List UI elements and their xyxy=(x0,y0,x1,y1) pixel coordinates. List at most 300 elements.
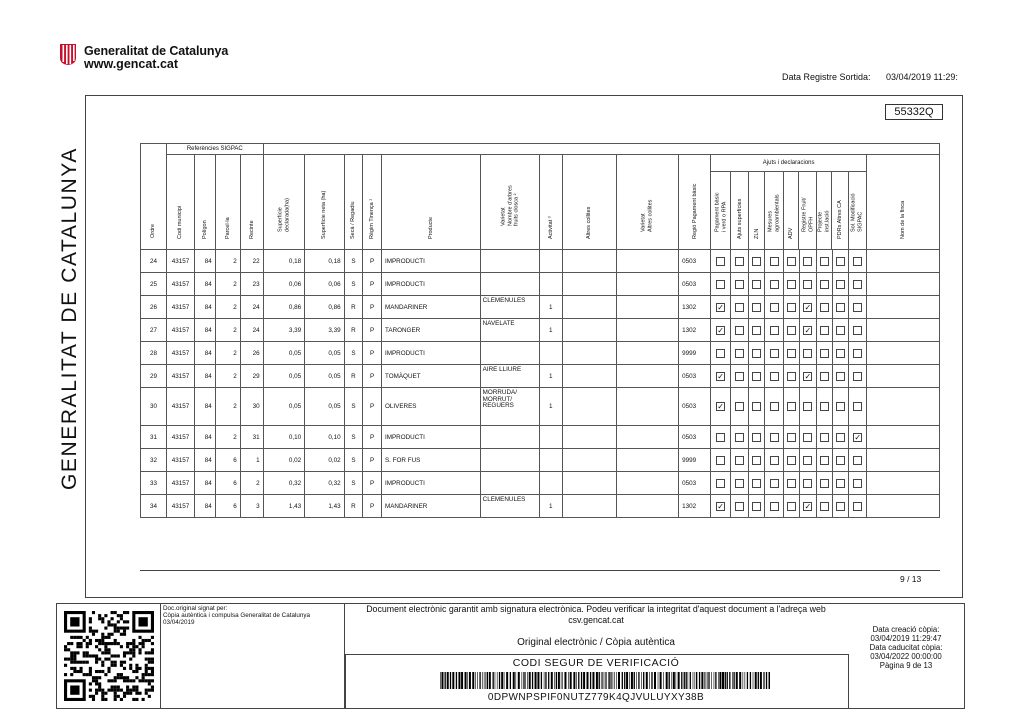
cell-check xyxy=(748,365,765,388)
checkbox[interactable] xyxy=(752,257,761,266)
checkbox[interactable] xyxy=(735,326,744,335)
cell-check xyxy=(817,273,833,296)
col-varietat: Varietat Nombre d'arbres fruits closca ² xyxy=(480,155,539,250)
col-producte: Producte xyxy=(381,155,480,250)
cell-municipi: 43157 xyxy=(166,342,194,365)
cell-check xyxy=(783,273,799,296)
cell-producte: MANDARINER xyxy=(381,495,480,518)
cell-sup-neta: 3,39 xyxy=(305,319,344,342)
cell-recinte: 23 xyxy=(240,273,263,296)
cell-regio: 1302 xyxy=(679,296,711,319)
cell-check xyxy=(832,388,849,426)
col-sol-modif: Sol. Modificació SIGPAC xyxy=(848,172,866,249)
table-row xyxy=(141,273,940,296)
cell-finca xyxy=(867,365,940,388)
cell-activitat xyxy=(539,273,562,296)
cell-check xyxy=(731,388,749,426)
cell-regim: P xyxy=(363,388,382,426)
cell-altres-collites xyxy=(562,273,616,296)
cell-parcela: 2 xyxy=(215,365,240,388)
checkbox[interactable] xyxy=(716,280,725,289)
cell-varietat-altres xyxy=(616,365,678,388)
checkbox[interactable] xyxy=(820,456,829,465)
cell-municipi: 43157 xyxy=(166,495,194,518)
cell-check xyxy=(765,365,784,388)
cell-producte: TOMÀQUET xyxy=(381,365,480,388)
cell-check xyxy=(849,342,867,365)
cell-check xyxy=(799,472,817,495)
cell-check xyxy=(817,365,833,388)
expiry-date-label: Data caducitat còpia: xyxy=(869,643,943,652)
cell-finca xyxy=(867,273,940,296)
checkbox[interactable] xyxy=(853,349,862,358)
checkbox[interactable] xyxy=(803,349,812,358)
cell-regim: P xyxy=(363,273,382,296)
cell-check xyxy=(832,273,849,296)
cell-sup-neta: 0,02 xyxy=(305,449,344,472)
cell-seca: S xyxy=(344,449,363,472)
cell-check xyxy=(783,426,799,449)
cell-varietat-altres xyxy=(616,495,678,518)
cell-sup-declarada: 1,43 xyxy=(263,495,305,518)
cell-activitat xyxy=(539,472,562,495)
cell-finca xyxy=(867,250,940,273)
checkbox[interactable] xyxy=(820,402,829,411)
cell-check xyxy=(849,472,867,495)
checkbox[interactable] xyxy=(770,326,779,335)
cell-municipi: 43157 xyxy=(166,250,194,273)
cell-seca: R xyxy=(344,319,363,342)
cell-activitat xyxy=(539,426,562,449)
checkbox[interactable] xyxy=(716,456,725,465)
cell-check xyxy=(832,495,849,518)
cell-check xyxy=(832,426,849,449)
cell-seca: S xyxy=(344,342,363,365)
cell-parcela: 2 xyxy=(215,426,240,449)
page-number: 9 / 13 xyxy=(900,574,922,584)
col-parcela: Parcel·la xyxy=(215,155,240,250)
cell-finca xyxy=(867,449,940,472)
checkbox[interactable] xyxy=(770,402,779,411)
cell-varietat xyxy=(480,449,539,472)
col-adv: ADV xyxy=(783,172,798,249)
cell-check xyxy=(748,273,765,296)
checkbox[interactable] xyxy=(735,257,744,266)
cell-municipi: 43157 xyxy=(166,319,194,342)
cell-regio: 9999 xyxy=(679,449,711,472)
cell-altres-collites xyxy=(562,296,616,319)
cell-recinte: 3 xyxy=(240,495,263,518)
checkbox[interactable] xyxy=(836,303,845,312)
group-ajuts: Ajuts i declaracions xyxy=(711,155,866,172)
checkbox[interactable] xyxy=(836,372,845,381)
cell-parcela: 6 xyxy=(215,495,240,518)
checkbox[interactable] xyxy=(787,456,796,465)
cell-check xyxy=(711,472,731,495)
cell-varietat xyxy=(480,472,539,495)
checkbox[interactable] xyxy=(803,402,812,411)
checkbox[interactable] xyxy=(836,433,845,442)
checkbox[interactable] xyxy=(836,402,845,411)
cell-varietat-altres xyxy=(616,426,678,449)
cell-ordre: 27 xyxy=(141,319,167,342)
cell-check xyxy=(783,388,799,426)
cell-check xyxy=(832,319,849,342)
cell-sup-neta: 0,06 xyxy=(305,273,344,296)
checkbox[interactable] xyxy=(803,456,812,465)
cell-check xyxy=(783,319,799,342)
checkbox[interactable] xyxy=(820,280,829,289)
col-ordre: Ordre xyxy=(141,144,167,250)
checkbox[interactable] xyxy=(787,303,796,312)
qr-code-icon xyxy=(64,611,154,701)
cell-check xyxy=(832,250,849,273)
col-zln: ZLN xyxy=(748,172,765,249)
cell-regim: P xyxy=(363,495,382,518)
checkbox[interactable] xyxy=(820,349,829,358)
checkbox[interactable] xyxy=(752,280,761,289)
cell-check xyxy=(849,296,867,319)
checkbox[interactable] xyxy=(770,280,779,289)
checkbox[interactable] xyxy=(803,479,812,488)
cell-varietat xyxy=(480,273,539,296)
table-row xyxy=(141,342,940,365)
checkbox[interactable] xyxy=(752,502,761,511)
cell-check xyxy=(765,388,784,426)
checkbox[interactable] xyxy=(836,349,845,358)
checkbox[interactable] xyxy=(820,326,829,335)
checkbox[interactable] xyxy=(770,303,779,312)
checkbox[interactable] xyxy=(787,372,796,381)
cell-check xyxy=(799,296,817,319)
cell-check xyxy=(783,365,799,388)
cell-varietat xyxy=(480,250,539,273)
cell-producte: OLIVERES xyxy=(381,388,480,426)
checkbox[interactable] xyxy=(735,372,744,381)
checkbox[interactable] xyxy=(820,257,829,266)
checkbox[interactable] xyxy=(853,303,862,312)
checkbox[interactable]: ✓ xyxy=(717,402,724,411)
cell-varietat: AIRE LLIURE xyxy=(480,365,539,388)
checkbox[interactable] xyxy=(787,326,796,335)
table-row xyxy=(141,495,940,518)
cell-regim: P xyxy=(363,449,382,472)
checkbox[interactable] xyxy=(735,349,744,358)
col-finca: Nom de la finca xyxy=(867,155,940,250)
cell-check xyxy=(799,319,817,342)
cell-municipi: 43157 xyxy=(166,273,194,296)
checkbox[interactable] xyxy=(752,372,761,381)
cell-check xyxy=(849,449,867,472)
cell-check xyxy=(849,250,867,273)
checkbox[interactable] xyxy=(735,280,744,289)
cell-sup-declarada: 0,18 xyxy=(263,250,305,273)
cell-check xyxy=(849,426,867,449)
cell-poligon: 84 xyxy=(195,495,216,518)
cell-check xyxy=(711,250,731,273)
checkbox[interactable] xyxy=(735,479,744,488)
cell-seca: S xyxy=(344,426,363,449)
checkbox[interactable]: ✓ xyxy=(854,432,862,442)
cell-recinte: 22 xyxy=(240,250,263,273)
checkbox[interactable] xyxy=(853,326,862,335)
checkbox[interactable]: ✓ xyxy=(717,501,724,511)
cell-recinte: 29 xyxy=(240,365,263,388)
checkbox[interactable] xyxy=(787,433,796,442)
checkbox[interactable] xyxy=(752,402,761,411)
cell-check xyxy=(765,273,784,296)
checkbox[interactable] xyxy=(853,479,862,488)
cell-sup-neta: 0,05 xyxy=(305,388,344,426)
checkbox[interactable] xyxy=(820,479,829,488)
cell-activitat: 1 xyxy=(539,319,562,342)
cell-finca xyxy=(867,296,940,319)
checkbox[interactable] xyxy=(752,433,761,442)
checkbox[interactable] xyxy=(820,502,829,511)
checkbox[interactable] xyxy=(770,456,779,465)
cell-check xyxy=(817,472,833,495)
checkbox[interactable] xyxy=(735,433,744,442)
verification-url: csv.gencat.cat xyxy=(568,615,624,625)
checkbox[interactable] xyxy=(752,479,761,488)
checkbox[interactable] xyxy=(820,372,829,381)
checkbox[interactable] xyxy=(820,303,829,312)
table-row xyxy=(141,365,940,388)
cell-check xyxy=(765,250,784,273)
side-vertical-title: GENERALITAT DE CATALUNYA xyxy=(58,147,81,490)
checkbox[interactable] xyxy=(787,257,796,266)
checkbox[interactable] xyxy=(787,402,796,411)
checkbox[interactable] xyxy=(803,280,812,289)
cell-sup-declarada: 0,05 xyxy=(263,365,305,388)
cell-check xyxy=(711,342,731,365)
cell-seca: S xyxy=(344,472,363,495)
checkbox[interactable] xyxy=(836,326,845,335)
cell-altres-collites xyxy=(562,449,616,472)
cell-altres-collites xyxy=(562,250,616,273)
checkbox[interactable] xyxy=(770,257,779,266)
cell-check xyxy=(783,495,799,518)
cell-varietat-altres xyxy=(616,388,678,426)
cell-check xyxy=(849,319,867,342)
checkbox[interactable] xyxy=(803,433,812,442)
cell-check xyxy=(817,342,833,365)
signer-box xyxy=(160,604,345,708)
cell-poligon: 84 xyxy=(195,426,216,449)
cell-recinte: 31 xyxy=(240,426,263,449)
checkbox[interactable] xyxy=(820,433,829,442)
cell-recinte: 1 xyxy=(240,449,263,472)
register-date-label: Data Registre Sortida: xyxy=(782,72,871,82)
cell-producte: IMPRODUCTI xyxy=(381,250,480,273)
cell-seca: R xyxy=(344,296,363,319)
cell-activitat xyxy=(539,342,562,365)
checkbox[interactable] xyxy=(735,303,744,312)
cell-regio: 9999 xyxy=(679,342,711,365)
checkbox[interactable]: ✓ xyxy=(804,325,812,335)
cell-varietat-altres xyxy=(616,319,678,342)
cell-check xyxy=(783,250,799,273)
cell-sup-neta: 0,05 xyxy=(305,365,344,388)
checkbox[interactable]: ✓ xyxy=(804,371,812,381)
cell-seca: S xyxy=(344,273,363,296)
org-url: www.gencat.cat xyxy=(84,57,179,71)
cell-poligon: 84 xyxy=(195,250,216,273)
checkbox[interactable] xyxy=(735,402,744,411)
checkbox[interactable] xyxy=(803,257,812,266)
cell-finca xyxy=(867,495,940,518)
cell-regio: 0503 xyxy=(679,250,711,273)
col-sup-declarada: Superfície declarada(ha) xyxy=(263,155,305,250)
cell-varietat-altres xyxy=(616,273,678,296)
col-regim: Règim Tinença ¹ xyxy=(363,155,382,250)
cell-check xyxy=(765,342,784,365)
cell-check xyxy=(832,365,849,388)
csv-title: CODI SEGUR DE VERIFICACIÓ xyxy=(512,657,680,669)
cell-check xyxy=(731,342,749,365)
col-reg-fruit: Registre Fruit/ OPFH xyxy=(799,172,817,249)
cell-check xyxy=(711,319,731,342)
checkbox[interactable] xyxy=(787,479,796,488)
checkbox[interactable] xyxy=(787,280,796,289)
cell-check xyxy=(731,365,749,388)
cell-check xyxy=(765,495,784,518)
cell-regim: P xyxy=(363,296,382,319)
cell-ordre: 24 xyxy=(141,250,167,273)
cell-recinte: 30 xyxy=(240,388,263,426)
table-row xyxy=(141,426,940,449)
cell-sup-neta: 0,18 xyxy=(305,250,344,273)
cell-regim: P xyxy=(363,365,382,388)
cell-check xyxy=(783,296,799,319)
checkbox[interactable] xyxy=(752,303,761,312)
checkbox[interactable]: ✓ xyxy=(717,371,724,381)
cell-varietat-altres xyxy=(616,296,678,319)
cell-poligon: 84 xyxy=(195,296,216,319)
checkbox[interactable] xyxy=(853,502,862,511)
checkbox[interactable] xyxy=(735,456,744,465)
signer-line-1: Doc.original signat per: xyxy=(163,605,228,612)
cell-municipi: 43157 xyxy=(166,472,194,495)
expiry-date-value: 03/04/2022 00:00:00 xyxy=(870,652,942,661)
checkbox[interactable] xyxy=(735,502,744,511)
cell-recinte: 26 xyxy=(240,342,263,365)
cell-poligon: 84 xyxy=(195,472,216,495)
checkbox[interactable]: ✓ xyxy=(804,501,812,511)
checkbox[interactable] xyxy=(716,257,725,266)
parcels-table xyxy=(140,143,940,518)
cell-check xyxy=(765,449,784,472)
col-projecte: Projecte inst.lació xyxy=(816,172,831,249)
checkbox[interactable] xyxy=(770,372,779,381)
checkbox[interactable] xyxy=(752,349,761,358)
checkbox[interactable] xyxy=(770,433,779,442)
checkbox[interactable] xyxy=(716,479,725,488)
cell-check xyxy=(832,449,849,472)
checkbox[interactable]: ✓ xyxy=(717,302,724,312)
checkbox[interactable] xyxy=(853,456,862,465)
checkbox[interactable] xyxy=(716,349,725,358)
checkbox[interactable] xyxy=(853,257,862,266)
cell-check xyxy=(731,273,749,296)
checkbox[interactable]: ✓ xyxy=(804,302,812,312)
checkbox[interactable] xyxy=(853,372,862,381)
col-municipi: Codi municipi xyxy=(166,155,194,250)
col-pag-basic: Pagament bàsic i verd o RPA xyxy=(711,172,731,249)
checkbox[interactable] xyxy=(770,502,779,511)
cell-check xyxy=(748,426,765,449)
cell-check xyxy=(817,296,833,319)
cell-check xyxy=(799,495,817,518)
cell-altres-collites xyxy=(562,319,616,342)
checkbox[interactable] xyxy=(716,433,725,442)
checkbox[interactable] xyxy=(836,479,845,488)
cell-regio: 0503 xyxy=(679,472,711,495)
cell-check xyxy=(832,342,849,365)
cell-ordre: 25 xyxy=(141,273,167,296)
cell-parcela: 2 xyxy=(215,273,240,296)
cell-sup-declarada: 0,02 xyxy=(263,449,305,472)
cell-regio: 0503 xyxy=(679,273,711,296)
cell-check xyxy=(731,426,749,449)
cell-finca xyxy=(867,388,940,426)
cell-varietat: NAVELATE xyxy=(480,319,539,342)
col-sup-neta: Superfície neta (ha) xyxy=(305,155,344,250)
checkbox[interactable]: ✓ xyxy=(717,325,724,335)
register-date-value: 03/04/2019 11:29: xyxy=(886,72,958,82)
checkbox[interactable] xyxy=(787,349,796,358)
cell-parcela: 2 xyxy=(215,319,240,342)
cell-sup-neta: 0,05 xyxy=(305,342,344,365)
checkbox[interactable] xyxy=(770,479,779,488)
checkbox[interactable] xyxy=(836,257,845,266)
cell-check xyxy=(799,365,817,388)
checkbox[interactable] xyxy=(752,456,761,465)
checkbox[interactable] xyxy=(770,349,779,358)
cell-sup-declarada: 0,05 xyxy=(263,342,305,365)
cell-regim: P xyxy=(363,319,382,342)
checkbox[interactable] xyxy=(836,280,845,289)
cell-seca: S xyxy=(344,388,363,426)
checkbox[interactable] xyxy=(836,456,845,465)
checkbox[interactable] xyxy=(836,502,845,511)
col-varietat-altres: Varietat Altres collites xyxy=(616,155,678,250)
checkbox[interactable] xyxy=(853,280,862,289)
col-ajuts-sup: Ajuts superfícies xyxy=(731,172,749,249)
original-label: Original electrònic / Còpia autèntica xyxy=(517,637,675,648)
document-code: 55332Q xyxy=(885,104,943,120)
cell-regio: 0503 xyxy=(679,365,711,388)
col-pdrs: PDRs Altres CA xyxy=(832,172,849,249)
checkbox[interactable] xyxy=(752,326,761,335)
cell-varietat xyxy=(480,426,539,449)
cell-ordre: 26 xyxy=(141,296,167,319)
cell-varietat: MORRUDA/ MORRUT/ REGUERS xyxy=(480,388,539,426)
checkbox[interactable] xyxy=(853,402,862,411)
cell-producte: IMPRODUCTI xyxy=(381,472,480,495)
cell-poligon: 84 xyxy=(195,388,216,426)
cell-seca: R xyxy=(344,365,363,388)
cell-regio: 0503 xyxy=(679,388,711,426)
cell-check xyxy=(832,296,849,319)
cell-poligon: 84 xyxy=(195,342,216,365)
cell-activitat xyxy=(539,449,562,472)
col-poligon: Polígon xyxy=(195,155,216,250)
cell-sup-declarada: 0,06 xyxy=(263,273,305,296)
checkbox[interactable] xyxy=(787,502,796,511)
cell-producte: IMPRODUCTI xyxy=(381,342,480,365)
col-mesures: Mesures agroambientals xyxy=(765,172,784,249)
